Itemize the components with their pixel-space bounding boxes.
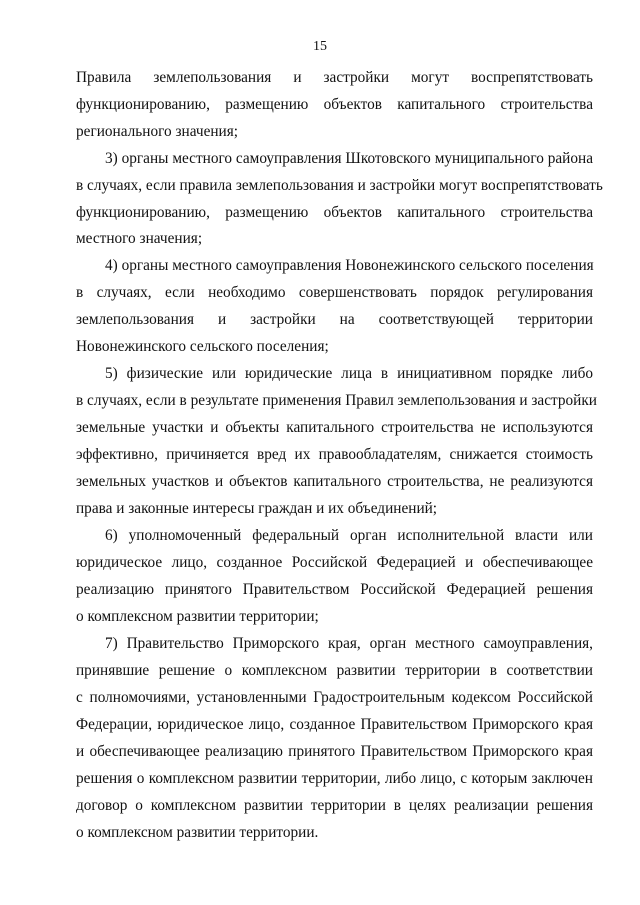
text-line: о комплексном развитии территории. bbox=[76, 824, 319, 841]
text-line: с полномочиями, установленными Градостроительным кодексом Российской bbox=[76, 689, 593, 706]
text-line: 5) физические или юридические лица в инициативном порядке либо bbox=[105, 365, 593, 382]
text-line: эффективно, причиняется вред их правообладателям, снижается стоимость bbox=[76, 446, 593, 463]
text-line: 7) Правительство Приморского края, орган местного самоуправления, bbox=[105, 635, 593, 652]
text-line: Новонежинского сельского поселения; bbox=[76, 338, 329, 355]
text-line: 6) уполномоченный федеральный орган исполнительной власти или bbox=[105, 527, 593, 544]
text-line: в случаях, если необходимо совершенствовать порядок регулирования bbox=[76, 284, 593, 301]
text-line: юридическое лицо, созданное Российской Федерацией и обеспечивающее bbox=[76, 554, 593, 571]
text-line: 3) органы местного самоуправления Шкотовского муниципального района bbox=[105, 150, 593, 167]
text-line: Федерации, юридическое лицо, созданное Правительством Приморского края bbox=[76, 716, 593, 733]
text-line: земельных участков и объектов капитального строительства, не реализуются bbox=[76, 473, 593, 490]
text-line: решения о комплексном развитии территории, либо лицо, с которым заключен bbox=[76, 770, 593, 787]
text-line: функционированию, размещению объектов капитального строительства bbox=[76, 96, 593, 113]
text-line: принявшие решение о комплексном развитии территории в соответствии bbox=[76, 662, 593, 679]
page-number: 15 bbox=[313, 39, 327, 54]
text-line: права и законные интересы граждан и их объединений; bbox=[76, 500, 438, 517]
text-line: в случаях, если правила землепользования и застройки могут воспрепятствовать bbox=[76, 177, 603, 194]
text-line: договор о комплексном развитии территории в целях реализации решения bbox=[76, 797, 593, 814]
text-line: о комплексном развитии территории; bbox=[76, 608, 319, 625]
text-line: в случаях, если в результате применения Правил землепользования и застройки bbox=[76, 392, 597, 409]
text-line: 4) органы местного самоуправления Новонежинского сельского поселения bbox=[105, 257, 594, 274]
text-line: Правила землепользования и застройки могут воспрепятствовать bbox=[76, 69, 593, 86]
text-line: землепользования и застройки на соответствующей территории bbox=[76, 311, 593, 328]
text-line: местного значения; bbox=[76, 230, 203, 247]
text-line: регионального значения; bbox=[76, 123, 239, 140]
text-line: функционированию, размещению объектов капитального строительства bbox=[76, 204, 593, 221]
text-line: и обеспечивающее реализацию принятого Правительством Приморского края bbox=[76, 743, 593, 760]
text-line: реализацию принятого Правительством Российской Федерацией решения bbox=[76, 581, 593, 598]
text-line: земельные участки и объекты капитального строительства не используются bbox=[76, 419, 593, 436]
